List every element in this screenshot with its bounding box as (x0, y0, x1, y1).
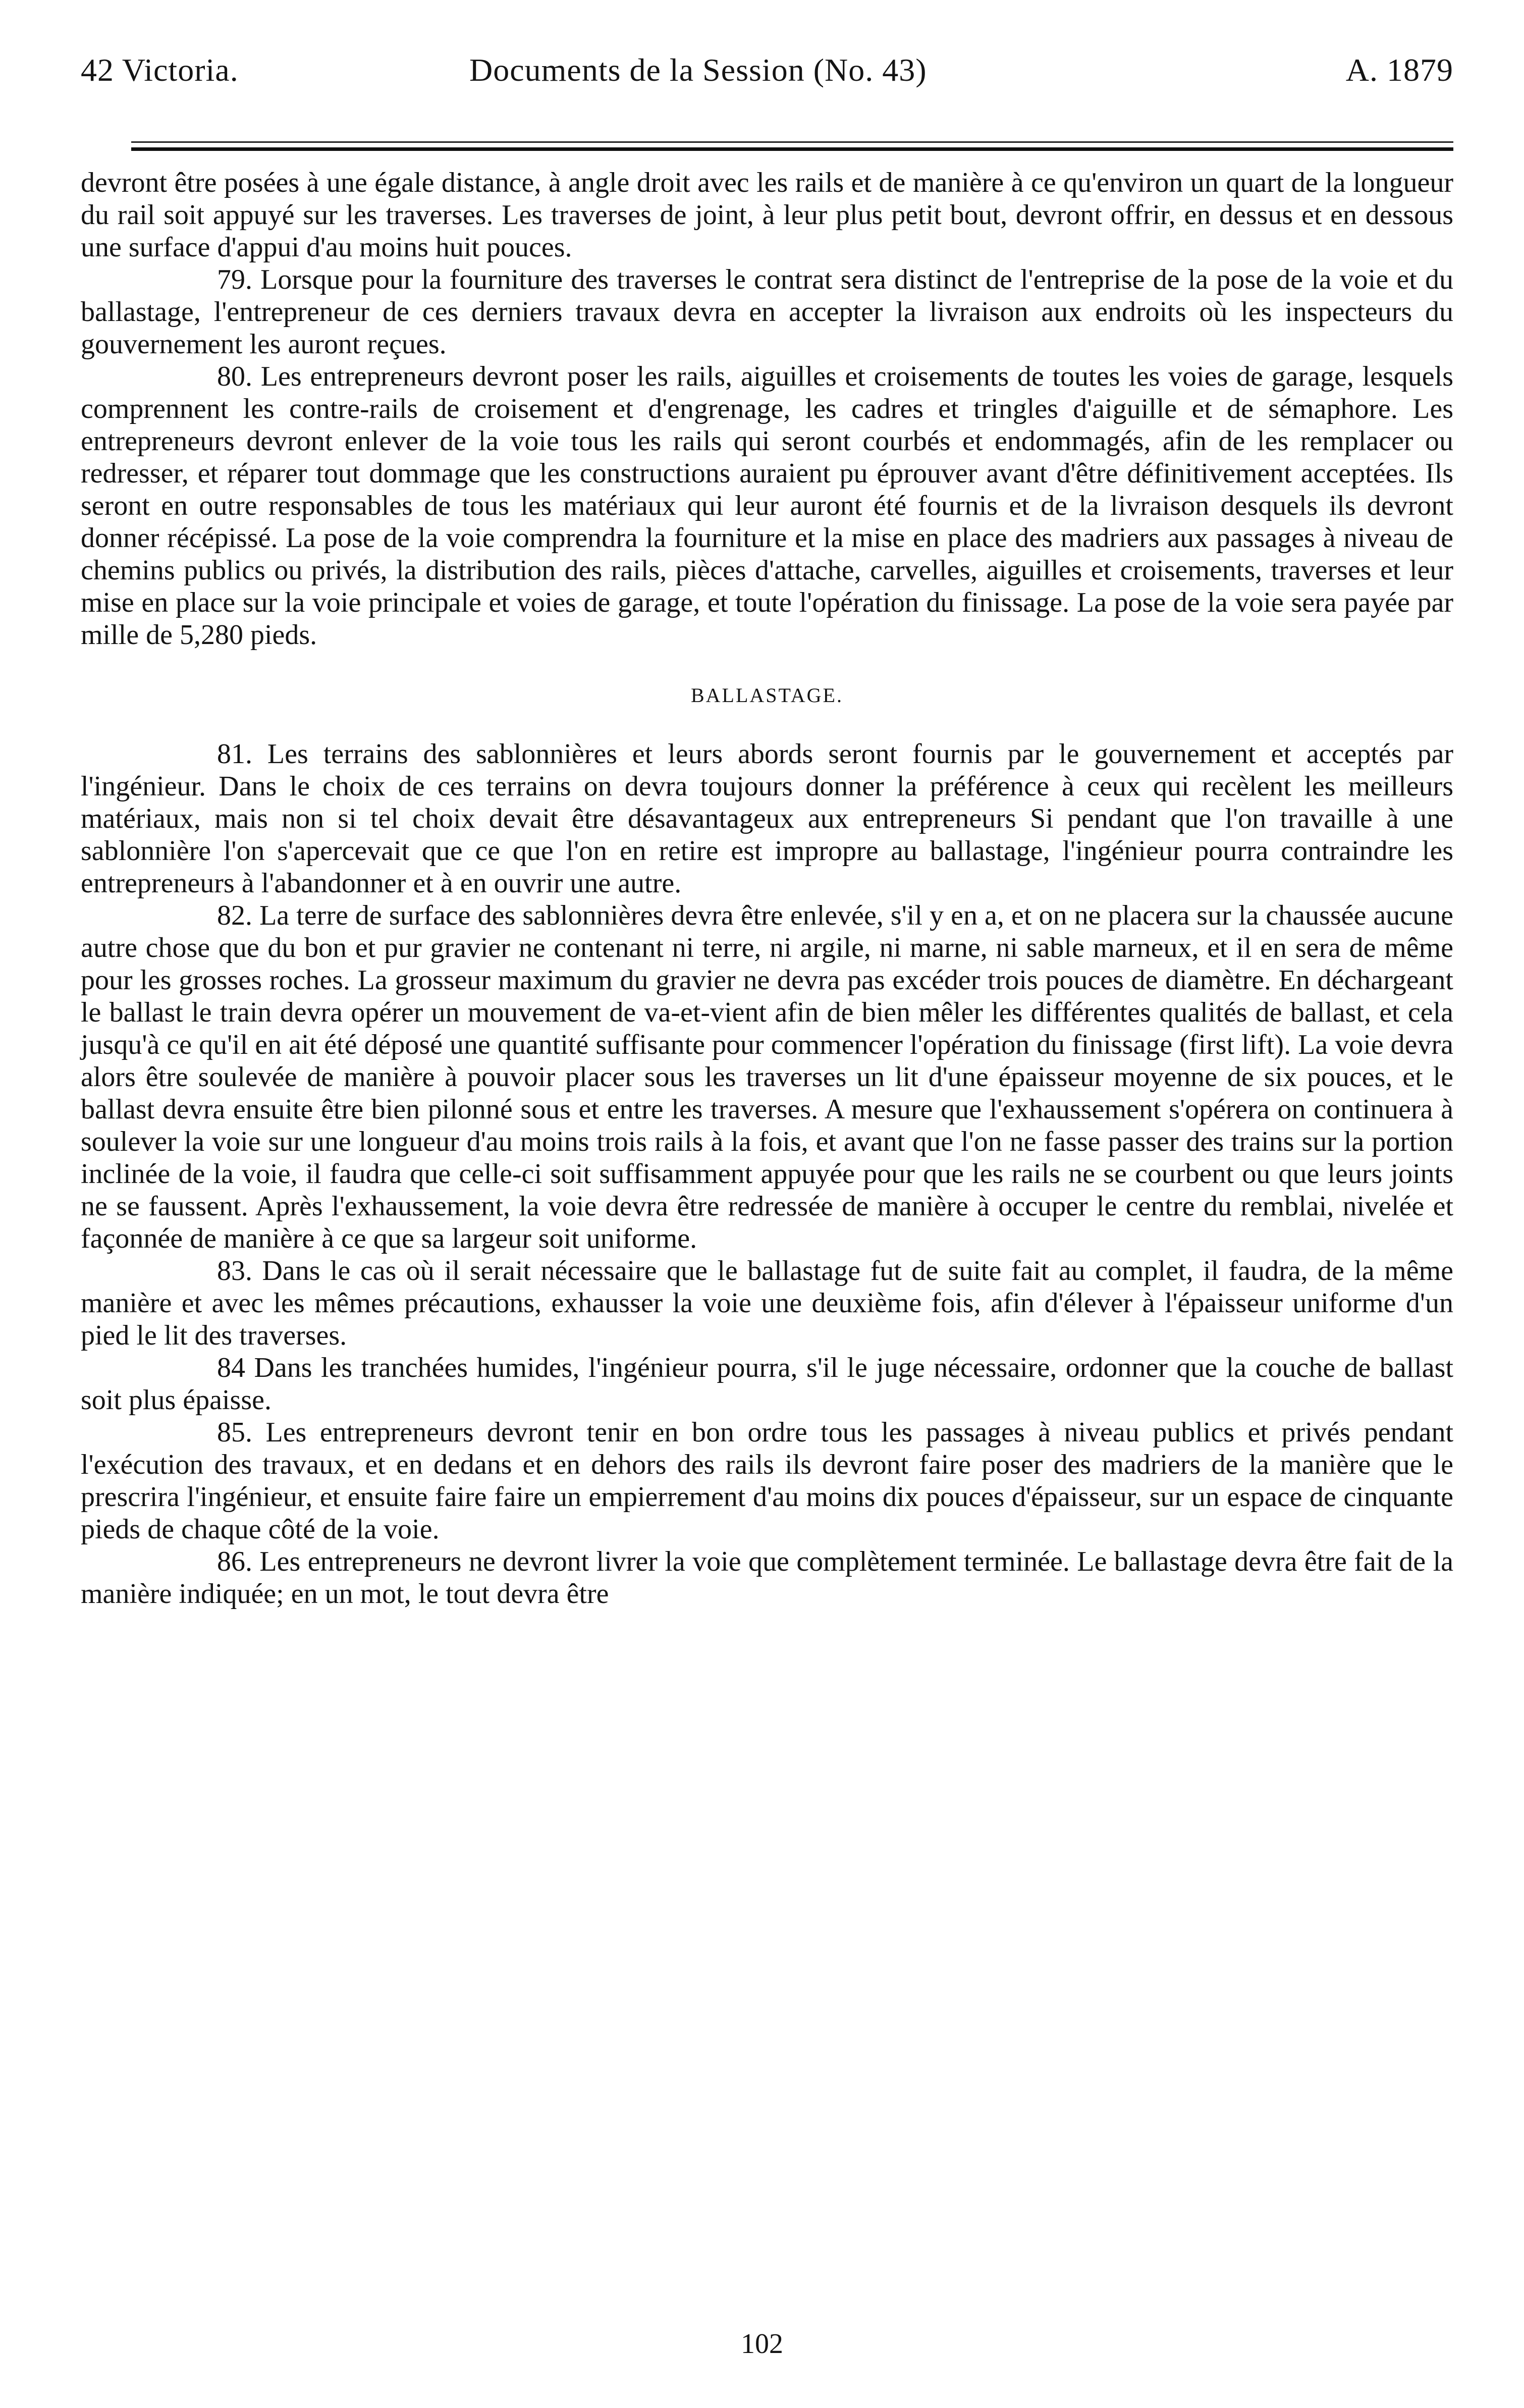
header-year: A. 1879 (1345, 52, 1453, 88)
document-body (81, 167, 1453, 1610)
paragraph-81: 81. Les terrains des sablonnières et leurs abords seront fournis par le gouvernement et acceptés par l'ingénieur. Dans le choix de ces terrains on devra toujours donner la préférence à ceux qui recèlent les meilleurs matériaux, mais non si tel choix devait être désavantageux aux entrepreneurs Si pendant que l'on travaille à une sablonnière l'on s'apercevait que ce que l'on en retire est impropre au ballastage, l'ingénieur pourra contraindre les entrepreneurs à l'abandonner et à en ouvrir une autre. (81, 738, 1453, 899)
paragraph-80: 80. Les entrepreneurs devront poser les rails, aiguilles et croisements de toutes les voies de garage, lesquels comprennent les contre-rails de croisement et d'engrenage, les cadres et tringles d'aiguille et de sémaphore. Les entrepreneurs devront enlever de la voie tous les rails qui seront courbés et endommagés, afin de les remplacer ou redresser, et réparer tout dommage que les constructions auraient pu éprouver avant d'être définitivement acceptées. Ils seront en outre responsables de tous les matériaux qui leur auront été fournis et de la livraison desquels ils devront donner récépissé. La pose de la voie comprendra la fourniture et la mise en place des madriers aux passages à niveau de chemins publics ou privés, la distribution des rails, pièces d'attache, carvelles, aiguilles et croisements, traverses et leur mise en place sur la voie principale et voies de garage, et toute l'opération du finissage. La pose de la voie sera payée par mille de 5,280 pieds. (81, 361, 1453, 651)
paragraph-84: 84 Dans les tranchées humides, l'ingénieur pourra, s'il le juge nécessaire, ordonner que la couche de ballast soit plus épaisse. (81, 1352, 1453, 1416)
section-heading: BALLASTAGE. (690, 684, 843, 707)
paragraph-continued: devront être posées à une égale distance, à angle droit avec les rails et de manière à ce qu'environ un quart de la longueur du rail soit appuyé sur les traverses. Les traverses de joint, à leur plus petit bout, devront offrir, en dessus et en dessous une surface d'appui d'au moins huit pouces. (81, 167, 1453, 263)
header-rule-thick (131, 147, 1453, 151)
paragraph-86: 86. Les entrepreneurs ne devront livrer la voie que complètement terminée. Le ballastage devra être fait de la manière indiquée; en un mot, le tout devra être (81, 1546, 1453, 1610)
header-rule-thin (131, 141, 1453, 143)
header-document-title: Documents de la Session (No. 43) (469, 52, 927, 88)
document-page (81, 40, 1453, 1610)
page-number: 102 (741, 2328, 783, 2360)
header-regnal-year: 42 Victoria. (81, 52, 239, 88)
paragraph-83: 83. Dans le cas où il serait nécessaire que le ballastage fut de suite fait au complet, il faudra, de la même manière et avec les mêmes précautions, exhausser la voie une deuxième fois, afin d'élever à l'épaisseur uniforme d'un pied le lit des traverses. (81, 1255, 1453, 1351)
running-header (81, 40, 1453, 101)
paragraph-82: 82. La terre de surface des sablonnières devra être enlevée, s'il y en a, et on ne placera sur la chaussée aucune autre chose que du bon et pur gravier ne contenant ni terre, ni argile, ni marne, ni sable marneux, et il en sera de même pour les grosses roches. La grosseur maximum du gravier ne devra pas excéder trois pouces de diamètre. En déchargeant le ballast le train devra opérer un mouvement de va-et-vient afin de bien mêler les différentes qualités de ballast, et cela jusqu'à ce qu'il en ait été déposé une quantité suffisante pour commencer l'opération du finissage (first lift). La voie devra alors être soulevée de manière à pouvoir placer sous les traverses un lit d'une épaisseur moyenne de six pouces, et le ballast devra ensuite être bien pilonné sous et entre les traverses. A mesure que l'exhaussement s'opérera on continuera à soulever la voie sur une longueur d'au moins trois rails à la fois, et avant que l'on ne fasse passer des trains sur la portion inclinée de la voie, il faudra que celle-ci soit suffisamment appuyée pour que les rails ne se courbent ou que leurs joints ne se faussent. Après l'exhaussement, la voie devra être redressée de manière à occuper le centre du remblai, nivelée et façonnée de manière à ce que sa largeur soit uniforme. (81, 900, 1453, 1254)
paragraph-79: 79. Lorsque pour la fourniture des traverses le contrat sera distinct de l'entreprise de la pose de la voie et du ballastage, l'entrepreneur de ces derniers travaux devra en accepter la livraison aux endroits où les inspecteurs du gouvernement les auront reçues. (81, 264, 1453, 360)
paragraph-85: 85. Les entrepreneurs devront tenir en bon ordre tous les passages à niveau publics et privés pendant l'exécution des travaux, et en dedans et en dehors des rails ils devront faire poser des madriers de la manière que le prescrira l'ingénieur, et ensuite faire faire un empierrement d'au moins dix pouces d'épaisseur, sur un espace de cinquante pieds de chaque côté de la voie. (81, 1417, 1453, 1545)
